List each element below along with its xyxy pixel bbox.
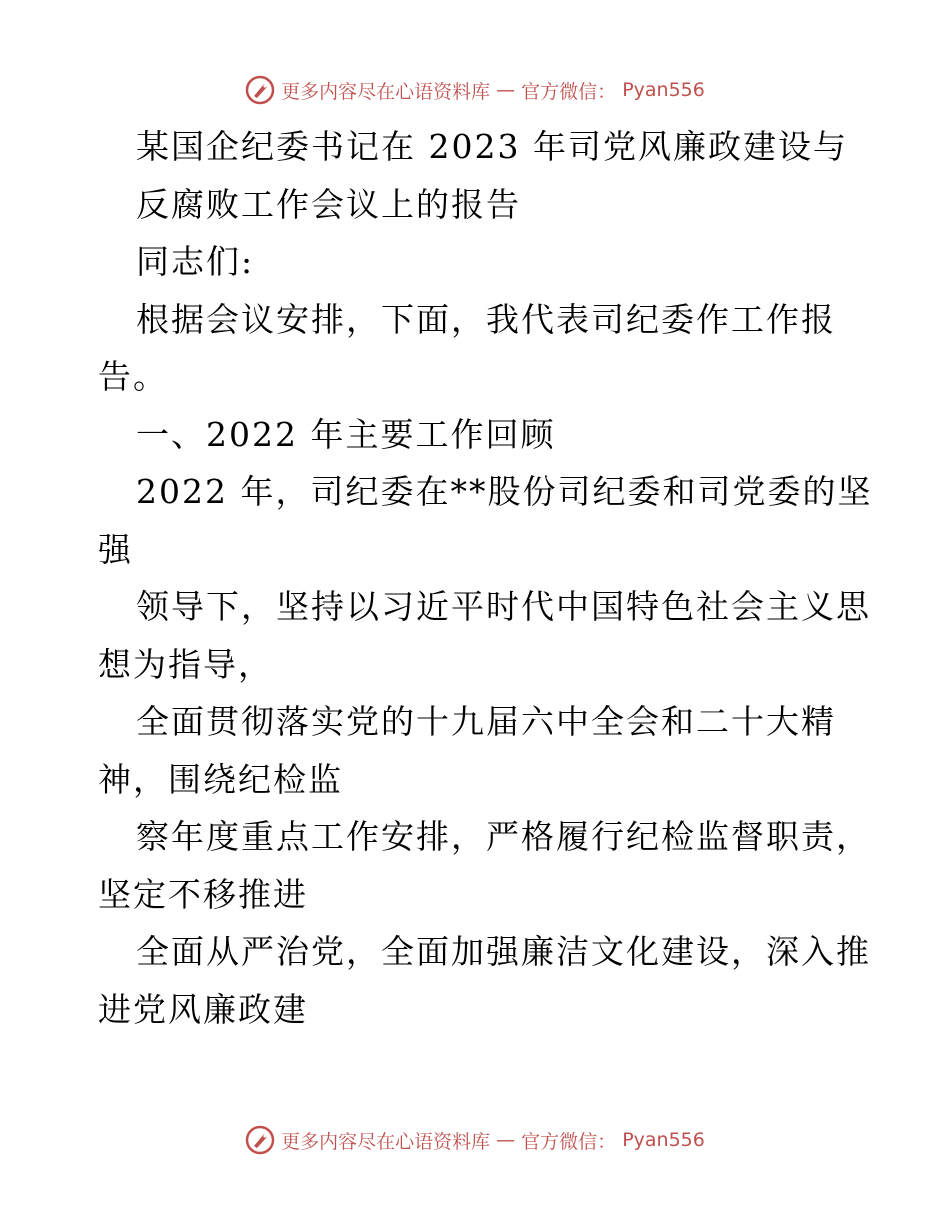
document-line: 某国企纪委书记在 2023 年司党风廉政建设与 — [136, 127, 848, 166]
watermark-wechat-label: 官方微信： — [521, 1130, 617, 1153]
watermark-header — [0, 70, 950, 110]
document-line: 领导下，坚持以习近平时代中国特色社会主义思 — [136, 587, 871, 626]
document-line: 2022 年，司纪委在**股份司纪委和司党委的坚 — [136, 472, 873, 511]
watermark-separator: — — [496, 1129, 516, 1151]
watermark-text: 更多内容尽在心语资料库 — [281, 1130, 491, 1153]
document-line: 察年度重点工作安排，严格履行纪检监督职责， — [136, 817, 871, 856]
document-line: 同志们: — [136, 242, 255, 281]
pen-nib-logo-icon — [245, 1125, 275, 1155]
watermark-footer — [0, 1120, 950, 1160]
document-line: 告。 — [98, 357, 168, 396]
document-line: 进党风廉政建 — [98, 989, 308, 1029]
document-line: 想为指导， — [98, 644, 273, 684]
document-line: 神，围绕纪检监 — [98, 759, 343, 799]
document-line: 全面从严治党，全面加强廉洁文化建设，深入推 — [136, 932, 871, 971]
document-line: 反腐败工作会议上的报告 — [136, 184, 521, 224]
document-line: 一、2022 年主要工作回顾 — [136, 414, 556, 454]
document-line: 全面贯彻落实党的十九届六中全会和二十大精 — [136, 702, 836, 741]
document-line: 根据会议安排，下面，我代表司纪委作工作报 — [136, 299, 836, 339]
watermark-handle: Pyan556 — [622, 79, 705, 101]
pen-nib-logo-icon — [245, 75, 275, 105]
document-body — [98, 118, 873, 1038]
watermark-wechat-label: 官方微信： — [521, 80, 617, 103]
watermark-text: 更多内容尽在心语资料库 — [281, 80, 491, 103]
document-line: 坚定不移推进 — [98, 874, 308, 914]
watermark-handle: Pyan556 — [622, 1129, 705, 1151]
watermark-separator: — — [496, 79, 516, 101]
document-line: 强 — [98, 529, 133, 569]
